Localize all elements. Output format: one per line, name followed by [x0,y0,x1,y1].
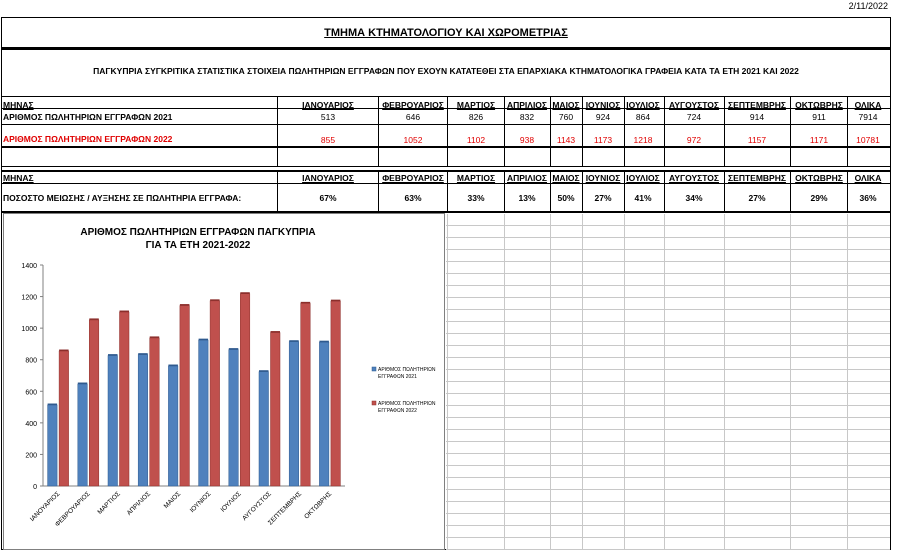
y-tick-label: 0 [33,484,37,491]
legend-label: ΑΡΙΘΜΟΣ ΠΩΛΗΤΗΡΙΩΝ [378,401,436,407]
column-divider [550,147,551,166]
pct-value: 36% [859,193,877,203]
row-2022-value: 1171 [809,135,829,145]
table2-month-header: ΜΑΡΤΙΟΣ [456,173,496,183]
table2-header-label: ΜΗΝΑΣ [3,173,34,183]
table1-month-header: ΜΑΡΤΙΟΣ [456,100,496,110]
bar-cap-2021 [48,404,58,406]
y-tick-label: 1000 [21,326,37,334]
bar-cap-2022 [301,302,311,304]
bar-cap-2022 [271,331,281,333]
bar-cap-2022 [210,299,220,301]
x-tick-label: ΙΑΝΟΥΑΡΙΟΣ [28,490,62,524]
chart-background [3,213,445,550]
table2-month-header: ΑΠΡΙΛΙΟΣ [506,173,548,183]
bar-cap-2022 [89,318,99,320]
x-tick-label: ΙΟΥΝΙΟΣ [188,490,213,515]
title-row [2,18,890,50]
x-tick-label: ΑΥΓΟΥΣΤΟΣ [241,490,273,523]
pct-value: 41% [634,193,652,203]
bar-cap-2021 [138,353,148,355]
bar-2022 [331,301,341,486]
bar-chart [3,213,445,550]
row-2022-value: 938 [519,135,535,145]
report-subtitle: ΠΑΓΚΥΠΡΙΑ ΣΥΓΚΡΙΤΙΚΑ ΣΤΑΤΙΣΤΙΚΑ ΣΤΟΙΧΕΙΑ ΠΩΛΗΤΗΡΙΩΝ ΕΓΓΡΑΦΩΝ ΠΟΥ ΕΧΟΥΝ ΚΑΤΑΤΕΘΕΙ ΣΤΑ ΕΠΑΡΧΙΑΚΑ ΚΤΗΜΑΤΟΛΟΓΙΚΑ ΓΡΑΦΕΙΑ ΚΑΤΑ ΤΑ ΕΤΗ 2021 ΚΑΙ 2022 [93,66,799,76]
pct-value: 27% [594,193,612,203]
bar-2021 [48,405,58,486]
bar-2022 [120,312,130,486]
bar-2022 [89,320,99,486]
row-2021-value: 826 [468,112,484,122]
bar-cap-2021 [259,370,269,372]
table1-month-header: ΣΕΠΤΕΜΒΡΗΣ [728,100,786,110]
bar-2021 [229,350,239,486]
column-divider [447,147,448,166]
row-2022-value: 10781 [856,135,880,145]
grid-column-line [664,214,665,550]
table1-month-header: ΦΕΒΡΟΥΑΡΙΟΣ [382,100,444,110]
chart-title: ΑΡΙΘΜΟΣ ΠΩΛΗΤΗΡΙΩΝ ΕΓΓΡΑΦΩΝ ΠΑΓΚΥΠΡΙΑ [80,227,316,238]
grid-column-line [582,214,583,550]
x-tick-label: ΜΑΙΟΣ [162,490,183,511]
bar-cap-2022 [180,304,190,306]
pct-value: 50% [557,193,575,203]
bar-cap-2022 [59,350,69,352]
row-2022-value: 972 [686,135,702,145]
column-divider [277,147,278,166]
column-divider [624,147,625,166]
bar-cap-2022 [120,311,130,313]
legend-swatch-2022 [372,401,376,405]
legend-label: ΕΓΓΡΑΦΩΝ 2022 [378,408,417,414]
bar-cap-2021 [229,348,239,350]
bar-cap-2021 [168,365,178,367]
column-divider [504,147,505,166]
row-2021-value: 646 [405,112,421,122]
table1-month-header: ΟΚΤΩΒΡΗΣ [795,100,843,110]
row-2022-value: 1173 [593,135,613,145]
table1-month-header: ΟΛΙΚΑ [854,100,882,110]
table2-month-header: ΦΕΒΡΟΥΑΡΙΟΣ [382,173,444,183]
bar-cap-2022 [150,336,160,338]
department-title: ΤΜΗΜΑ ΚΤΗΜΑΤΟΛΟΓΙΟΥ ΚΑΙ ΧΩΡΟΜΕΤΡΙΑΣ [324,27,568,39]
column-divider [582,147,583,166]
y-tick-label: 1200 [21,294,37,302]
table1-month-header: ΑΠΡΙΛΙΟΣ [506,100,548,110]
rule [2,183,890,184]
row-2021-value: 724 [686,112,702,122]
row-2021-value: 513 [320,112,336,122]
y-tick-label: 200 [25,452,37,460]
bar-2021 [319,342,329,486]
row-2021-value: 924 [595,112,611,122]
bar-2022 [301,303,311,486]
column-divider [790,147,791,166]
bar-2022 [240,294,250,486]
table2-month-header: ΟΛΙΚΑ [854,173,882,183]
rule [2,47,890,48]
row-2022-value: 1143 [556,135,576,145]
bar-2022 [59,351,69,486]
x-tick-label: ΦΕΒΡΟΥΑΡΙΟΣ [53,490,92,529]
bar-2021 [199,340,209,486]
y-tick-label: 800 [25,357,37,365]
pct-value: 13% [518,193,536,203]
row-2022-value: 1102 [466,135,486,145]
rule [2,124,890,125]
bar-2022 [150,338,160,486]
column-divider [847,147,848,166]
row-2022-label: ΑΡΙΘΜΟΣ ΠΩΛΗΤΗΡΙΩΝ ΕΓΓΡΑΦΩΝ 2022 [3,134,173,144]
table2-month-header: ΙΑΝΟΥΑΡΙΟΣ [302,173,354,183]
column-divider [664,147,665,166]
bar-cap-2021 [319,341,329,343]
bar-cap-2021 [289,340,299,342]
bar-2022 [180,306,190,486]
table2-month-header: ΑΥΓΟΥΣΤΟΣ [668,173,720,183]
bar-2021 [289,342,299,486]
bar-cap-2021 [108,354,118,356]
table2-month-header: ΙΟΥΛΙΟΣ [626,173,660,183]
pct-value: 33% [467,193,485,203]
row-2021-value: 914 [749,112,765,122]
grid-column-line [550,214,551,550]
pct-row-label: ΠΟΣΟΣΤΟ ΜΕΙΩΣΗΣ / ΑΥΞΗΣΗΣ ΣΕ ΠΩΛΗΤΗΡΙΑ ΕΓΓΡΑΦΑ: [3,193,242,203]
grid-column-line [724,214,725,550]
row-2022-value: 1218 [633,135,653,145]
spreadsheet-grid [446,214,890,550]
table2-month-header: ΙΟΥΝΙΟΣ [585,173,621,183]
column-divider [724,147,725,166]
bar-cap-2021 [78,383,88,385]
table1-month-header: ΙΟΥΝΙΟΣ [585,100,621,110]
row-2021-value: 760 [558,112,574,122]
grid-column-line [624,214,625,550]
grid-column-line [790,214,791,550]
bar-cap-2021 [199,339,209,341]
bar-2021 [108,356,118,486]
x-tick-label: ΜΑΡΤΙΟΣ [96,490,122,516]
rule [2,96,890,97]
report-date: 2/11/2022 [848,1,888,11]
bar-2022 [210,301,220,486]
y-tick-label: 400 [25,420,37,428]
x-tick-label: ΙΟΥΛΙΟΣ [219,490,243,514]
rule [2,146,890,148]
x-tick-label: ΟΚΤΩΒΡΗΣ [303,490,334,521]
table1-month-header: ΑΥΓΟΥΣΤΟΣ [668,100,720,110]
grid-column-line [847,214,848,550]
bar-cap-2022 [331,300,341,302]
row-2021-value: 832 [519,112,535,122]
x-tick-label: ΑΠΡΙΛΙΟΣ [125,490,153,517]
column-divider [378,147,379,166]
pct-value: 63% [404,193,422,203]
table2-month-header: ΟΚΤΩΒΡΗΣ [795,173,843,183]
legend-label: ΕΓΓΡΑΦΩΝ 2021 [378,374,417,380]
grid-column-line [504,214,505,550]
table2-month-header: ΣΕΠΤΕΜΒΡΗΣ [728,173,786,183]
table1-month-header: ΙΟΥΛΙΟΣ [626,100,660,110]
rule [2,170,890,172]
chart-title: ΓΙΑ ΤΑ ΕΤΗ 2021-2022 [145,240,251,251]
row-2022-value: 1157 [747,135,767,145]
bar-2021 [78,384,88,486]
legend-swatch-2021 [372,367,376,371]
y-tick-label: 1400 [21,263,37,270]
row-2022-value: 855 [320,135,336,145]
table1-month-header: ΜΑΙΟΣ [552,100,580,110]
rule [2,166,890,167]
legend-label: ΑΡΙΘΜΟΣ ΠΩΛΗΤΗΡΙΩΝ [378,367,436,373]
grid-column-line [447,214,448,550]
bar-2021 [138,355,148,486]
row-2021-label: ΑΡΙΘΜΟΣ ΠΩΛΗΤΗΡΙΩΝ ΕΓΓΡΑΦΩΝ 2021 [3,112,173,122]
pct-value: 34% [685,193,703,203]
row-2021-value: 864 [635,112,651,122]
bar-2021 [168,366,178,486]
pct-value: 67% [319,193,337,203]
table2-month-header: ΜΑΙΟΣ [552,173,580,183]
bar-cap-2022 [240,292,250,294]
row-2021-value: 911 [812,112,826,122]
row-2022-value: 1052 [403,135,423,145]
y-tick-label: 600 [25,389,37,397]
pct-value: 27% [748,193,766,203]
x-tick-label: ΣΕΠΤΕΜΒΡΗΣ [266,490,304,527]
bar-2021 [259,372,269,486]
pct-value: 29% [810,193,828,203]
bar-2022 [271,333,281,486]
table1-month-header: ΙΑΝΟΥΑΡΙΟΣ [302,100,354,110]
table1-header-label: ΜΗΝΑΣ [3,100,34,110]
row-2021-value: 7914 [858,112,878,122]
